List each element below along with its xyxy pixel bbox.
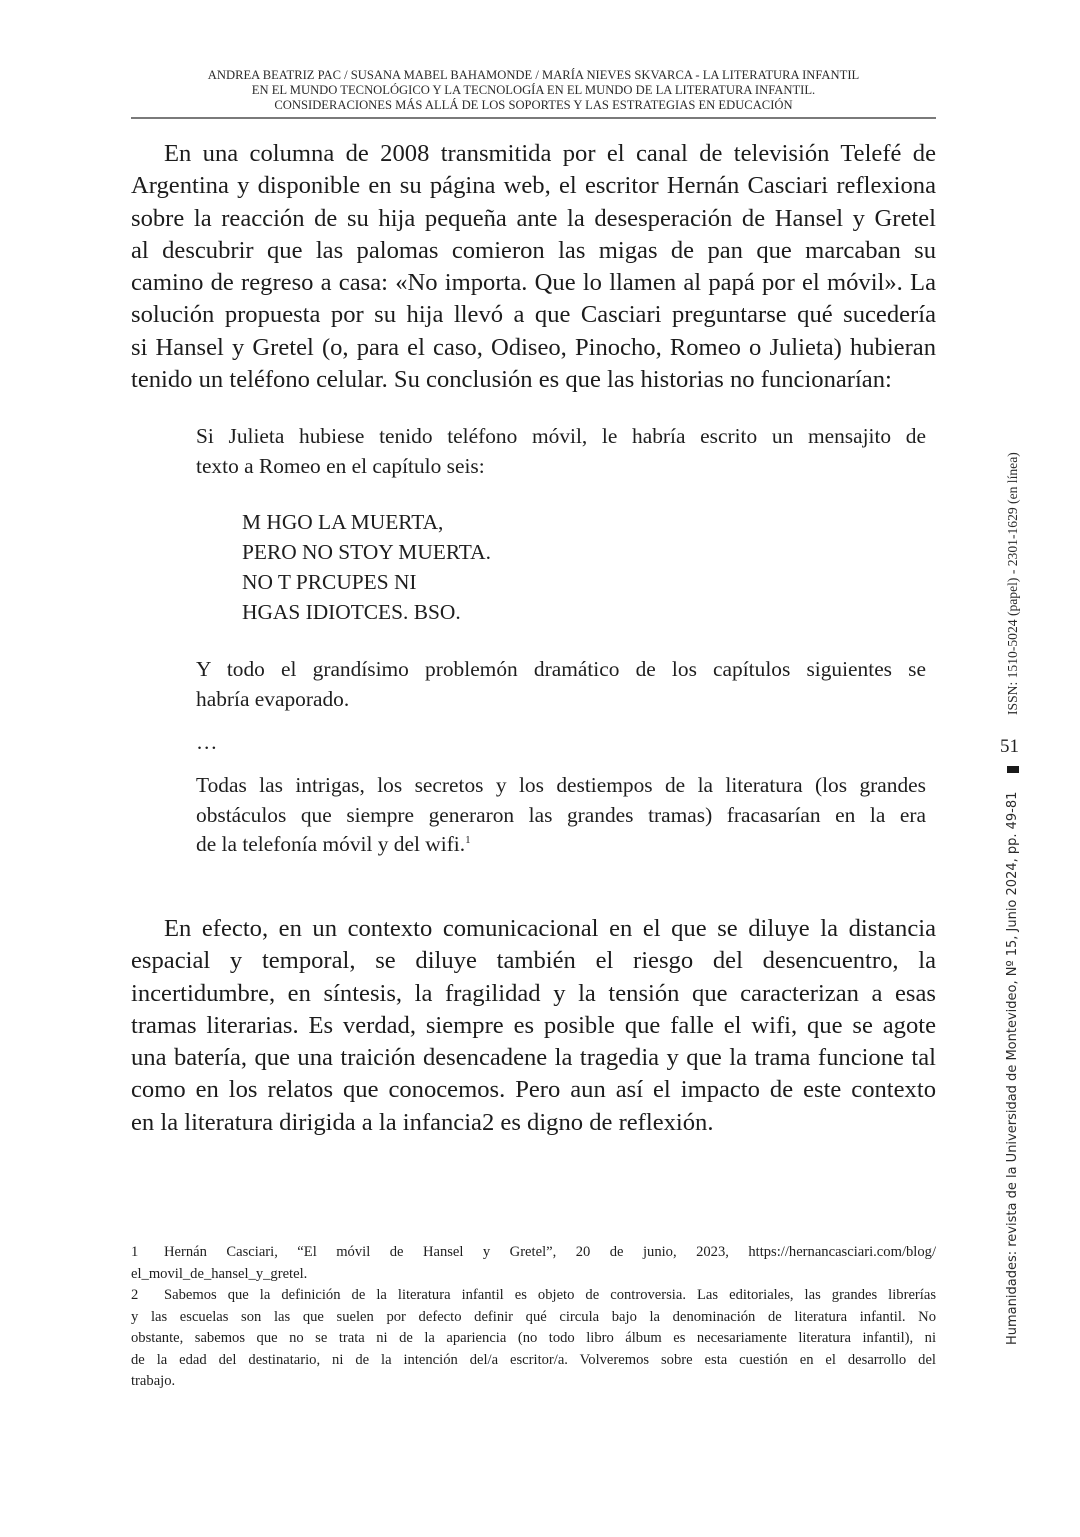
quote-line: texto a Romeo en el capítulo seis: <box>196 453 485 478</box>
text-line: En una columna de 2008 transmitida por el canal de televisión Telefé de <box>164 140 936 167</box>
quote-line <box>196 830 926 860</box>
footnote-ref-1[interactable]: 1 <box>465 834 471 846</box>
footnote-2 <box>131 1285 936 1393</box>
text-line: sobre la reacción de su hija pequeña ante la desesperación de Hansel y Gretel <box>131 204 936 232</box>
page-number: 51 <box>1000 736 1019 757</box>
footnote-line: trabajo. <box>131 1373 176 1389</box>
text-line: tramas literarias. Es verdad, siempre es posible que falle el wifi, que se agote <box>131 1011 936 1039</box>
text-line: incertidumbre, en síntesis, la fragilidad y la tensión que caracterizan a esas <box>131 979 936 1007</box>
footnote-line: el_movil_de_hansel_y_gretel. <box>131 1265 308 1282</box>
quote-ellipsis <box>196 728 926 758</box>
sms-line: M HGO LA MUERTA, <box>242 510 444 534</box>
block-quote-intro <box>196 422 926 481</box>
text-line: camino de regreso a casa: «No importa. Que lo llamen al papá por el móvil». La <box>131 269 936 297</box>
header-rule <box>131 117 936 119</box>
sidebar-journal-citation: Humanidades: revista de la Universidad de Montevideo, Nº 15, Junio 2024, pp. 49-81 <box>1005 791 1020 1345</box>
footnote-line: y las escuelas son las que suelen por defecto definir qué circula bajo la denominación de literatura infantil. No <box>131 1308 936 1325</box>
header-line: CONSIDERACIONES MÁS ALLÁ DE LOS SOPORTES Y LAS ESTRATEGIAS EN EDUCACIÓN <box>274 98 793 112</box>
text-line: en la literatura dirigida a la infancia2 es digno de reflexión. <box>131 1108 714 1136</box>
footnote-number: 1 <box>131 1244 139 1260</box>
sms-line: PERO NO STOY MUERTA. <box>242 540 491 564</box>
footnote-1 <box>131 1242 936 1285</box>
text-line: como en los relatos que conocemos. Pero aun así el impacto de este contexto <box>131 1076 936 1104</box>
sms-message <box>242 507 491 627</box>
footnote-line: de la edad del destinatario, ni de la intención del/a escritor/a. Volveremos sobre esta cuestión en el desarrollo del <box>131 1351 936 1368</box>
sms-line: NO T PRCUPES NI <box>242 570 417 594</box>
footnote-line <box>131 1285 936 1307</box>
footnotes <box>131 1242 936 1393</box>
block-quote-closing <box>196 771 926 860</box>
quote-line: Todas las intrigas, los secretos y los destiempos de la literatura (los grandes <box>196 773 926 797</box>
footnote-text: Hernán Casciari, “El móvil de Hansel y Gretel”, 20 de junio, 2023, https://hernancasciari.com/blog/ <box>164 1244 936 1260</box>
page-marker-bar <box>1007 766 1019 773</box>
text-line: tenido un teléfono celular. Su conclusión es que las historias no funcionarían: <box>131 366 892 394</box>
text-line: espacial y temporal, se diluye también el riesgo del desencuentro, la <box>131 947 936 975</box>
quote-text: de la telefonía móvil y del wifi. <box>196 832 466 856</box>
paragraph-2 <box>131 913 936 1139</box>
footnote-line <box>131 1242 936 1264</box>
sms-line: HGAS IDIOTCES. BSO. <box>242 600 461 624</box>
quote-line: Y todo el grandísimo problemón dramático de los capítulos siguientes se <box>196 657 926 681</box>
sidebar-issn: ISSN: 1510-5024 (papel) - 2301-1629 (en línea) <box>1005 452 1020 715</box>
text-line: una batería, que una traición desencadene la tragedia y que la trama funcione tal <box>131 1044 936 1072</box>
footnote-line: obstante, sabemos que no se trata ni de la apariencia (no todo libro álbum es necesariamente literatura infantil), ni <box>131 1330 936 1346</box>
quote-line: habría evaporado. <box>196 686 350 711</box>
block-quote-after <box>196 655 926 714</box>
text-line: Argentina y disponible en su página web, el escritor Hernán Casciari reflexiona <box>131 172 936 200</box>
paragraph-1 <box>131 138 936 396</box>
header-line: ANDREA BEATRIZ PAC / SUSANA MABEL BAHAMONDE / MARÍA NIEVES SKVARCA - LA LITERATURA INFANTIL <box>207 68 860 82</box>
header-line: EN EL MUNDO TECNOLÓGICO Y LA TECNOLOGÍA EN EL MUNDO DE LA LITERATURA INFANTIL. <box>251 83 816 97</box>
text-line: En efecto, en un contexto comunicacional en el que se diluye la distancia <box>164 915 936 942</box>
running-header <box>131 68 936 113</box>
text-line: si Hansel y Gretel (o, para el caso, Odiseo, Pinocho, Romeo o Julieta) hubieran <box>131 333 936 361</box>
text-line: solución propuesta por su hija llevó a que Casciari preguntarse qué sucedería <box>131 301 936 329</box>
footnote-number: 2 <box>131 1287 139 1303</box>
text-line: al descubrir que las palomas comieron las migas de pan que marcaban su <box>131 236 936 264</box>
ellipsis: … <box>196 730 218 754</box>
quote-line: Si Julieta hubiese tenido teléfono móvil, le habría escrito un mensajito de <box>196 424 926 448</box>
footnote-text: Sabemos que la definición de la literatura infantil es objeto de controversia. Las editoriales, las grandes librerías <box>164 1287 936 1303</box>
quote-line: obstáculos que siempre generaron las grandes tramas) fracasarían en la era <box>196 802 926 827</box>
